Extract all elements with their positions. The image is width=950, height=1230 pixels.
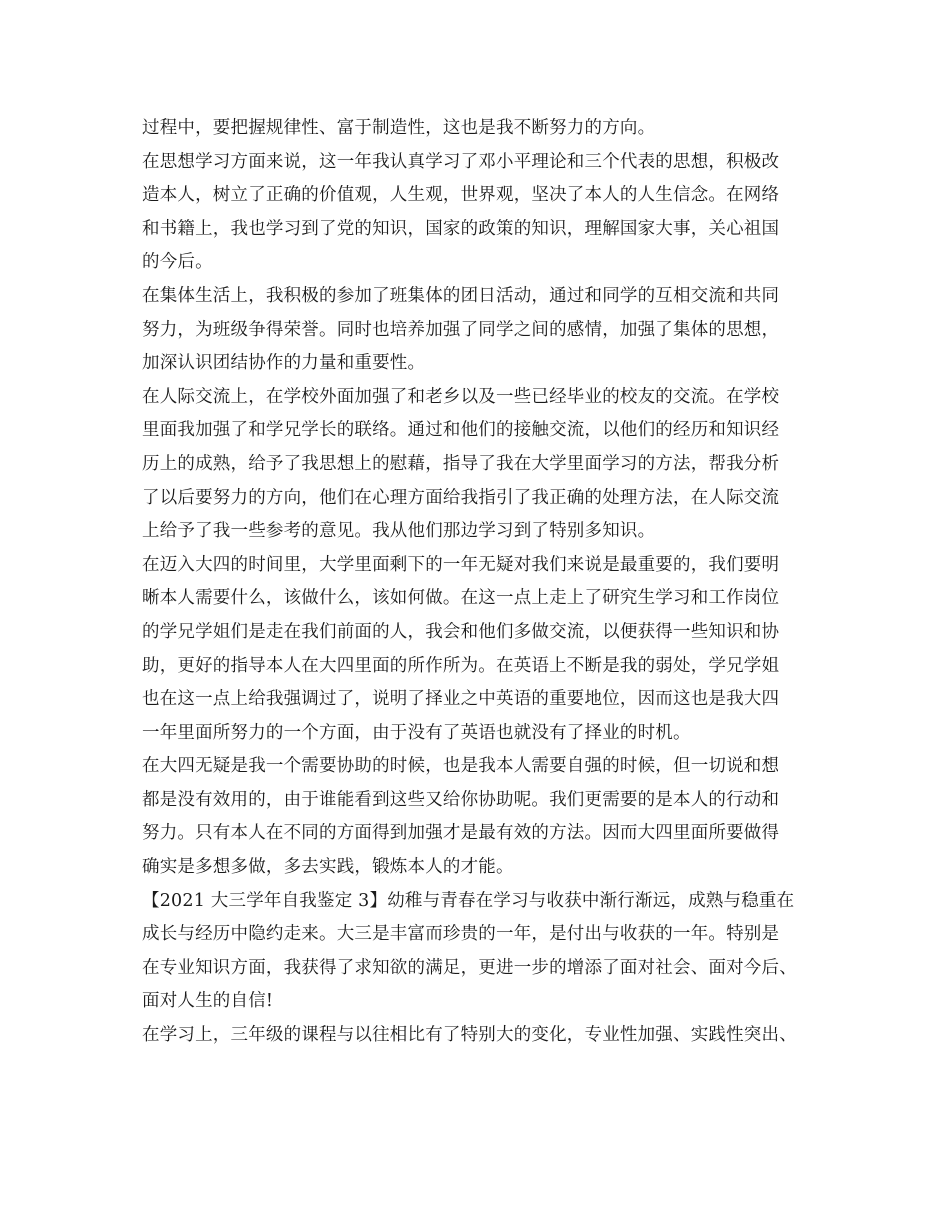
text-line: 面对人生的自信! xyxy=(142,991,274,1012)
text-line: 成长与经历中隐约走来。大三是丰富而珍贵的一年，是付出与收获的一年。特别是 xyxy=(142,924,780,945)
text-line: 在思想学习方面来说，这一年我认真学习了邓小平理论和三个代表的思想，积极改 xyxy=(142,151,780,172)
text-line: 确实是多想多做，多去实践，锻炼本人的才能。 xyxy=(142,857,514,878)
text-line: 的学兄学姐们是走在我们前面的人，我会和他们多做交流，以便获得一些知识和协 xyxy=(142,621,780,642)
text-line: 在人际交流上，在学校外面加强了和老乡以及一些已经毕业的校友的交流。在学校 xyxy=(142,386,780,407)
text-line: 上给予了我一些参考的意见。我从他们那边学习到了特别多知识。 xyxy=(142,521,656,542)
text-line: 的今后。 xyxy=(142,252,213,273)
text-line: 努力。只有本人在不同的方面得到加强才是最有效的方法。因而大四里面所要做得 xyxy=(142,823,780,844)
text-line: 也在这一点上给我强调过了，说明了择业之中英语的重要地位，因而这也是我大四 xyxy=(142,689,780,710)
text-line: 造本人，树立了正确的价值观，人生观，世界观，坚决了本人的人生信念。在网络 xyxy=(142,185,780,206)
text-line: 历上的成熟，给予了我思想上的慰藉，指导了我在大学里面学习的方法，帮我分析 xyxy=(142,453,780,474)
text-line: 努力，为班级争得荣誉。同时也培养加强了同学之间的感情，加强了集体的思想， xyxy=(142,319,780,340)
text-line: 里面我加强了和学兄学长的联络。通过和他们的接触交流，以他们的经历和知识经 xyxy=(142,420,780,441)
text-line: 加深认识团结协作的力量和重要性。 xyxy=(142,353,426,374)
text-line: 在集体生活上，我积极的参加了班集体的团日活动，通过和同学的互相交流和共同 xyxy=(142,285,780,306)
text-line: 在专业知识方面，我获得了求知欲的满足，更进一步的增添了面对社会、面对今后、 xyxy=(142,957,797,978)
text-line: 【2021 大三学年自我鉴定 3】幼稚与青春在学习与收获中渐行渐远，成熟与稳重在 xyxy=(142,890,795,911)
text-line: 和书籍上，我也学习到了党的知识，国家的政策的知识，理解国家大事，关心祖国 xyxy=(142,218,780,239)
text-line: 在大四无疑是我一个需要协助的时候，也是我本人需要自强的时候，但一切说和想 xyxy=(142,756,780,777)
text-line: 都是没有效用的，由于谁能看到这些又给你协助呢。我们更需要的是本人的行动和 xyxy=(142,789,780,810)
text-line: 一年里面所努力的一个方面，由于没有了英语也就没有了择业的时机。 xyxy=(142,722,691,743)
document-body xyxy=(142,112,842,1053)
text-line: 过程中，要把握规律性、富于制造性，这也是我不断努力的方向。 xyxy=(142,118,656,138)
text-line: 助，更好的指导本人在大四里面的所作所为。在英语上不断是我的弱处，学兄学姐 xyxy=(142,655,780,676)
text-line: 晰本人需要什么，该做什么，该如何做。在这一点上走上了研究生学习和工作岗位 xyxy=(142,588,780,609)
text-line: 在迈入大四的时间里，大学里面剩下的一年无疑对我们来说是最重要的，我们要明 xyxy=(142,554,780,575)
text-line: 在学习上，三年级的课程与以往相比有了特别大的变化，专业性加强、实践性突出、 xyxy=(142,1025,797,1046)
text-line: 了以后要努力的方向，他们在心理方面给我指引了我正确的处理方法，在人际交流 xyxy=(142,487,780,508)
